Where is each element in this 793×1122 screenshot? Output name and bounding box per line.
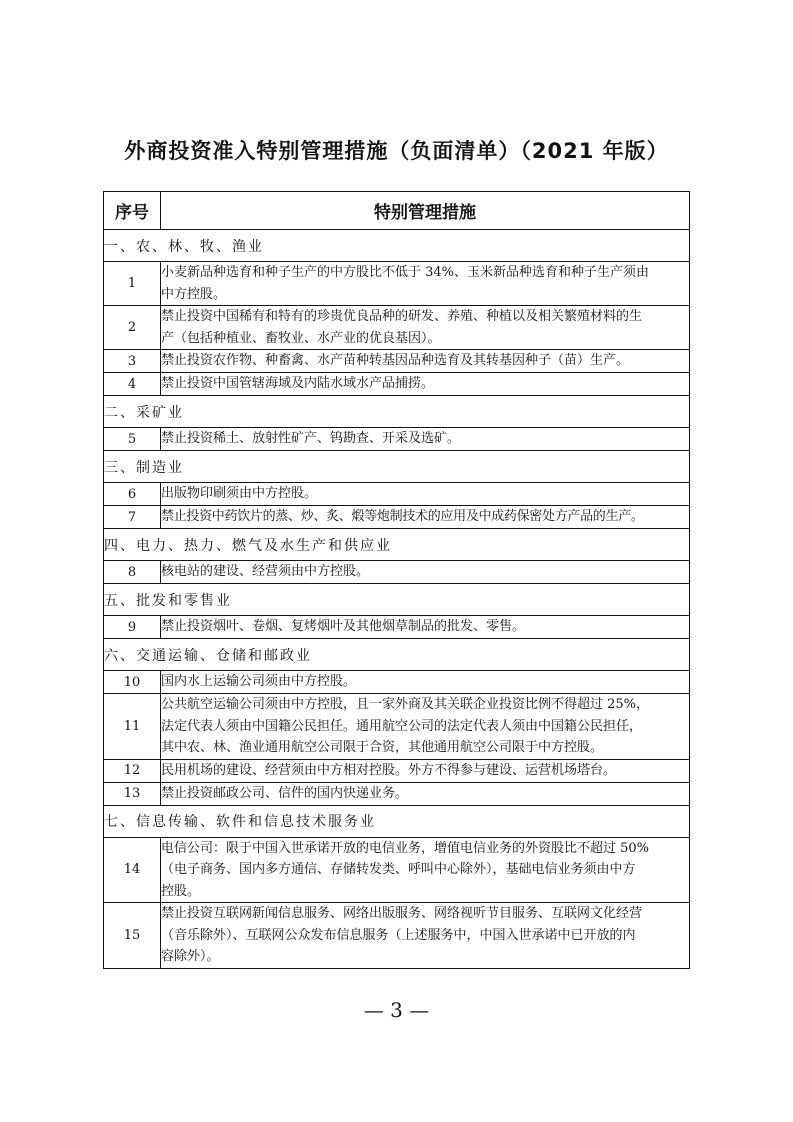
category-manufacturing: 三、制造业	[104, 451, 690, 483]
row-measure: 核电站的建设、经营须由中方控股。	[161, 561, 690, 584]
table-row	[104, 350, 690, 373]
row-measure: 出版物印刷须由中方控股。	[161, 483, 690, 506]
table-row	[104, 483, 690, 506]
category-information-tech: 七、信息传输、软件和信息技术服务业	[104, 805, 690, 837]
row-number: 14	[104, 837, 161, 903]
table-row	[104, 837, 690, 903]
row-number: 4	[104, 373, 161, 396]
row-number: 1	[104, 262, 161, 306]
table-row	[104, 694, 690, 760]
header-seq: 序号	[104, 192, 161, 230]
category-row	[104, 529, 690, 561]
row-measure: 禁止投资中药饮片的蒸、炒、炙、煅等炮制技术的应用及中成药保密处方产品的生产。	[161, 506, 690, 529]
table-row	[104, 759, 690, 782]
category-row	[104, 584, 690, 616]
row-number: 6	[104, 483, 161, 506]
row-measure: 禁止投资互联网新闻信息服务、网络出版服务、网络视听节目服务、互联网文化经营 （音乐除外）、互联网公众发布信息服务（上述服务中，中国入世承诺中已开放的内 容除外）。	[161, 903, 690, 969]
document-title: 外商投资准入特别管理措施（负面清单）（2021 年版）	[124, 139, 669, 163]
row-number: 13	[104, 782, 161, 805]
row-measure: 公共航空运输公司须由中方控股，且一家外商及其关联企业投资比例不得超过 25%， 法定代表人须由中国籍公民担任。通用航空公司的法定代表人须由中国籍公民担任， 其中农、林、渔业通用航空公司限于合资，其他通用航空公司限于中方控股。	[161, 694, 690, 760]
negative-list-table	[103, 191, 690, 969]
row-measure: 禁止投资中国稀有和特有的珍贵优良品种的研发、养殖、种植以及相关繁殖材料的生 产（包括种植业、畜牧业、水产业的优良基因）。	[161, 306, 690, 350]
table-row	[104, 616, 690, 639]
row-number: 3	[104, 350, 161, 373]
header-measure: 特别管理措施	[161, 192, 690, 230]
row-number: 5	[104, 428, 161, 451]
row-measure: 小麦新品种选育和种子生产的中方股比不低于 34%、玉米新品种选育和种子生产须由 中方控股。	[161, 262, 690, 306]
table-row	[104, 782, 690, 805]
row-number: 2	[104, 306, 161, 350]
category-wholesale-retail: 五、批发和零售业	[104, 584, 690, 616]
table-row	[104, 903, 690, 969]
row-measure: 禁止投资稀土、放射性矿产、钨勘查、开采及选矿。	[161, 428, 690, 451]
table-row	[104, 561, 690, 584]
category-row	[104, 230, 690, 262]
table-row	[104, 428, 690, 451]
row-measure: 民用机场的建设、经营须由中方相对控股。外方不得参与建设、运营机场塔台。	[161, 759, 690, 782]
table-row	[104, 671, 690, 694]
row-measure: 电信公司：限于中国入世承诺开放的电信业务，增值电信业务的外资股比不超过 50% （电子商务、国内多方通信、存储转发类、呼叫中心除外），基础电信业务须由中方 控股。	[161, 837, 690, 903]
category-utilities: 四、电力、热力、燃气及水生产和供应业	[104, 529, 690, 561]
category-row	[104, 805, 690, 837]
table-header-row	[104, 192, 690, 230]
category-transport: 六、交通运输、仓储和邮政业	[104, 639, 690, 671]
row-number: 11	[104, 694, 161, 760]
category-agriculture: 一、农、林、牧、渔业	[104, 230, 690, 262]
row-measure: 国内水上运输公司须由中方控股。	[161, 671, 690, 694]
row-measure: 禁止投资农作物、种畜禽、水产苗种转基因品种选育及其转基因种子（苗）生产。	[161, 350, 690, 373]
row-measure: 禁止投资邮政公司、信件的国内快递业务。	[161, 782, 690, 805]
row-measure: 禁止投资中国管辖海域及内陆水域水产品捕捞。	[161, 373, 690, 396]
row-number: 8	[104, 561, 161, 584]
row-number: 15	[104, 903, 161, 969]
table-row	[104, 262, 690, 306]
table-row	[104, 506, 690, 529]
row-number: 10	[104, 671, 161, 694]
category-mining: 二、采矿业	[104, 396, 690, 428]
category-row	[104, 639, 690, 671]
table-row	[104, 306, 690, 350]
table-row	[104, 373, 690, 396]
row-number: 7	[104, 506, 161, 529]
row-number: 12	[104, 759, 161, 782]
category-row	[104, 396, 690, 428]
row-measure: 禁止投资烟叶、卷烟、复烤烟叶及其他烟草制品的批发、零售。	[161, 616, 690, 639]
row-number: 9	[104, 616, 161, 639]
category-row	[104, 451, 690, 483]
page-number: — 3 —	[363, 998, 430, 1022]
